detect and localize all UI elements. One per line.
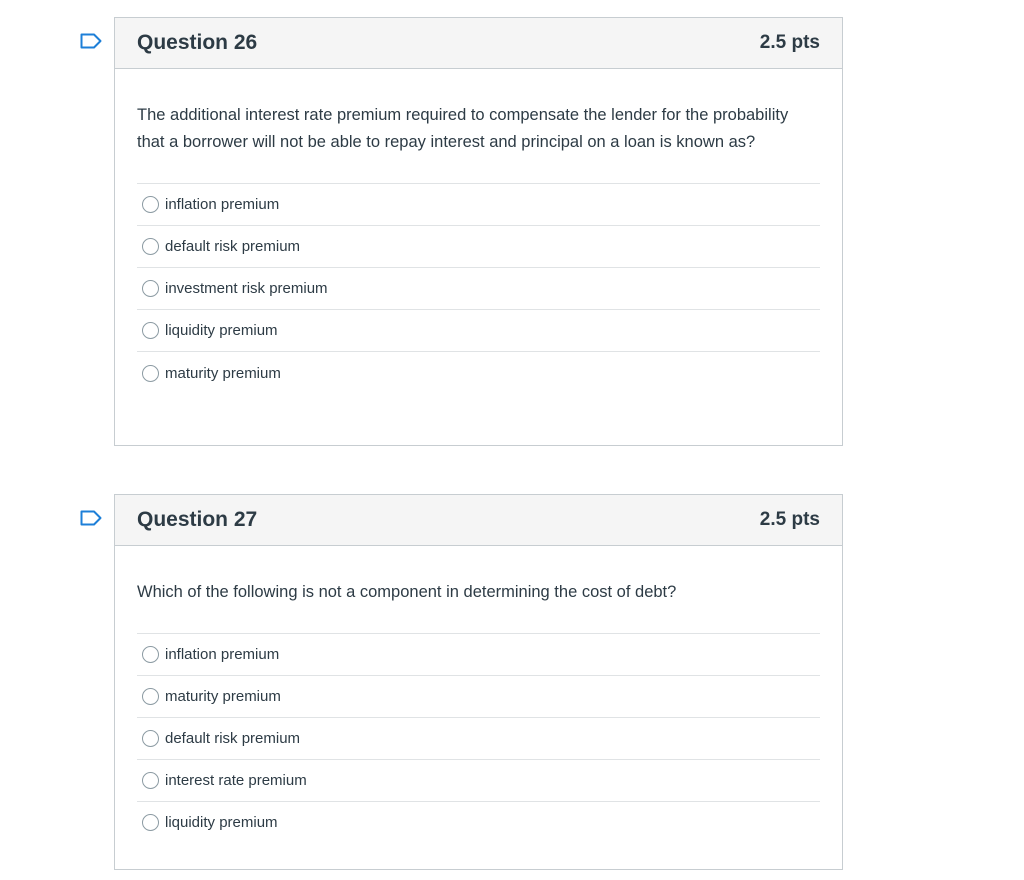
answer-label[interactable]: default risk premium <box>165 729 301 747</box>
radio-button[interactable] <box>142 322 159 339</box>
question-body <box>115 546 842 844</box>
answer-label[interactable]: default risk premium <box>165 238 301 255</box>
answer-option[interactable] <box>137 352 820 394</box>
answer-option[interactable] <box>137 802 820 844</box>
answer-label[interactable]: maturity premium <box>165 687 281 705</box>
answer-option[interactable] <box>137 760 820 802</box>
answer-label[interactable]: inflation premium <box>165 645 280 663</box>
flag-question-icon[interactable] <box>80 33 102 49</box>
radio-button[interactable] <box>142 196 159 213</box>
question-points: 2.5 pts <box>759 509 820 530</box>
answer-label[interactable]: investment risk premium <box>165 280 328 297</box>
answer-option[interactable] <box>137 184 820 226</box>
question-title: Question 26 <box>137 31 258 54</box>
question-card <box>114 17 843 446</box>
answer-label[interactable]: liquidity premium <box>165 814 278 831</box>
radio-button[interactable] <box>142 365 159 382</box>
answer-list <box>137 183 820 394</box>
question-title: Question 27 <box>137 508 258 531</box>
radio-button[interactable] <box>142 280 159 297</box>
answer-label[interactable]: inflation premium <box>165 196 280 213</box>
radio-button[interactable] <box>142 772 159 789</box>
answer-option[interactable] <box>137 634 820 676</box>
flag-question-icon[interactable] <box>80 510 102 526</box>
answer-label[interactable]: maturity premium <box>165 364 281 382</box>
answer-list <box>137 633 820 844</box>
radio-button[interactable] <box>142 730 159 747</box>
radio-button[interactable] <box>142 814 159 831</box>
answer-option[interactable] <box>137 718 820 760</box>
question-text: Which of the following is not a component in determining the cost of debt? <box>137 583 677 601</box>
question-card <box>114 494 843 870</box>
question-header <box>115 495 842 546</box>
answer-option[interactable] <box>137 310 820 352</box>
question-points: 2.5 pts <box>759 32 820 53</box>
radio-button[interactable] <box>142 238 159 255</box>
radio-button[interactable] <box>142 646 159 663</box>
question-text: The additional interest rate premium required to compensate the lender for the probability that a borrower will not be able to repay interest and principal on a loan is known as? <box>137 106 789 151</box>
question-body <box>115 69 842 394</box>
answer-option[interactable] <box>137 676 820 718</box>
answer-label[interactable]: interest rate premium <box>165 771 307 789</box>
answer-label[interactable]: liquidity premium <box>165 322 278 339</box>
answer-option[interactable] <box>137 268 820 310</box>
question-header <box>115 18 842 69</box>
answer-option[interactable] <box>137 226 820 268</box>
radio-button[interactable] <box>142 688 159 705</box>
